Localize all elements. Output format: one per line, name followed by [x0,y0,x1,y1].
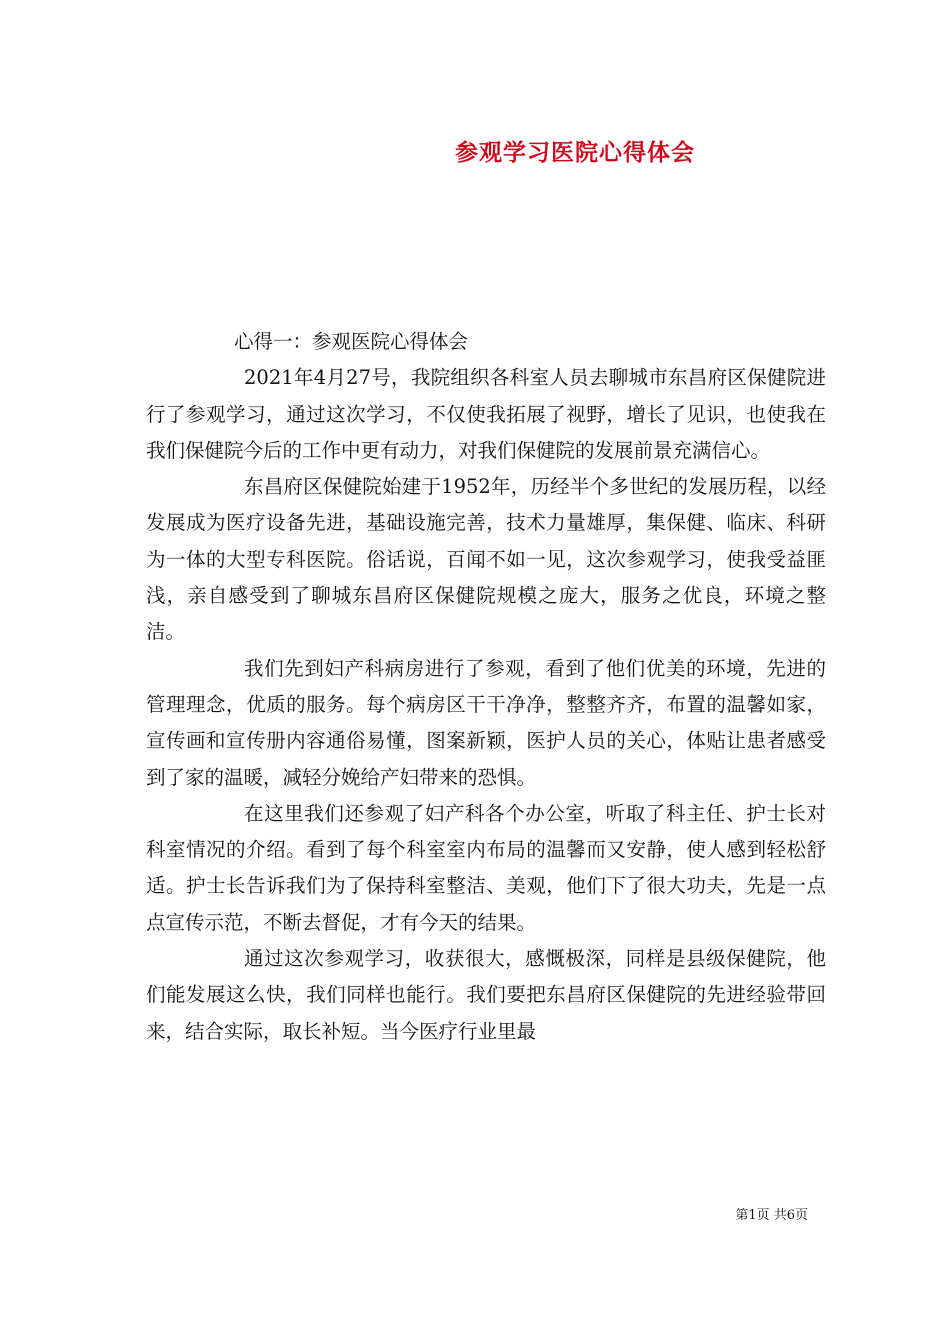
page-title: 参观学习医院心得体会 [455,139,695,166]
page-number-footer: 第1页 共6页 [735,1208,808,1223]
paragraph: 通过这次参观学习，收获很大，感慨极深，同样是县级保健院，他们能发展这么快，我们同样也能行。我们要把东昌府区保健院的先进经验带回来，结合实际，取长补短。当今医疗行业里最 [146,947,826,1043]
document-body [146,324,826,1050]
paragraph: 2021年4月27号，我院组织各科室人员去聊城市东昌府区保健院进行了参观学习，通过这次学习，不仅使我拓展了视野，增长了见识，也使我在我们保健院今后的工作中更有动力，对我们保健院的发展前景充满信心。 [146,366,826,462]
paragraph: 我们先到妇产科病房进行了参观，看到了他们优美的环境，先进的管理理念，优质的服务。每个病房区干干净净，整整齐齐，布置的温馨如家，宣传画和宣传册内容通俗易懂，图案新颖，医护人员的关心，体贴让患者感受到了家的温暖，减轻分娩给产妇带来的恐惧。 [146,656,826,789]
paragraph: 东昌府区保健院始建于1952年，历经半个多世纪的发展历程，以经发展成为医疗设备先进，基础设施完善，技术力量雄厚，集保健、临床、科研为一体的大型专科医院。俗话说，百闻不如一见，这次参观学习，使我受益匪浅，亲自感受到了聊城东昌府区保健院规模之庞大，服务之优良，环境之整洁。 [146,475,826,644]
paragraph: 在这里我们还参观了妇产科各个办公室，听取了科主任、护士长对科室情况的介绍。看到了每个科室室内布局的温馨而又安静，使人感到轻松舒适。护士长告诉我们为了保持科室整洁、美观，他们下了很大功夫，先是一点点宣传示范，不断去督促，才有今天的结果。 [146,801,826,934]
section-subheading: 心得一：参观医院心得体会 [234,330,469,353]
